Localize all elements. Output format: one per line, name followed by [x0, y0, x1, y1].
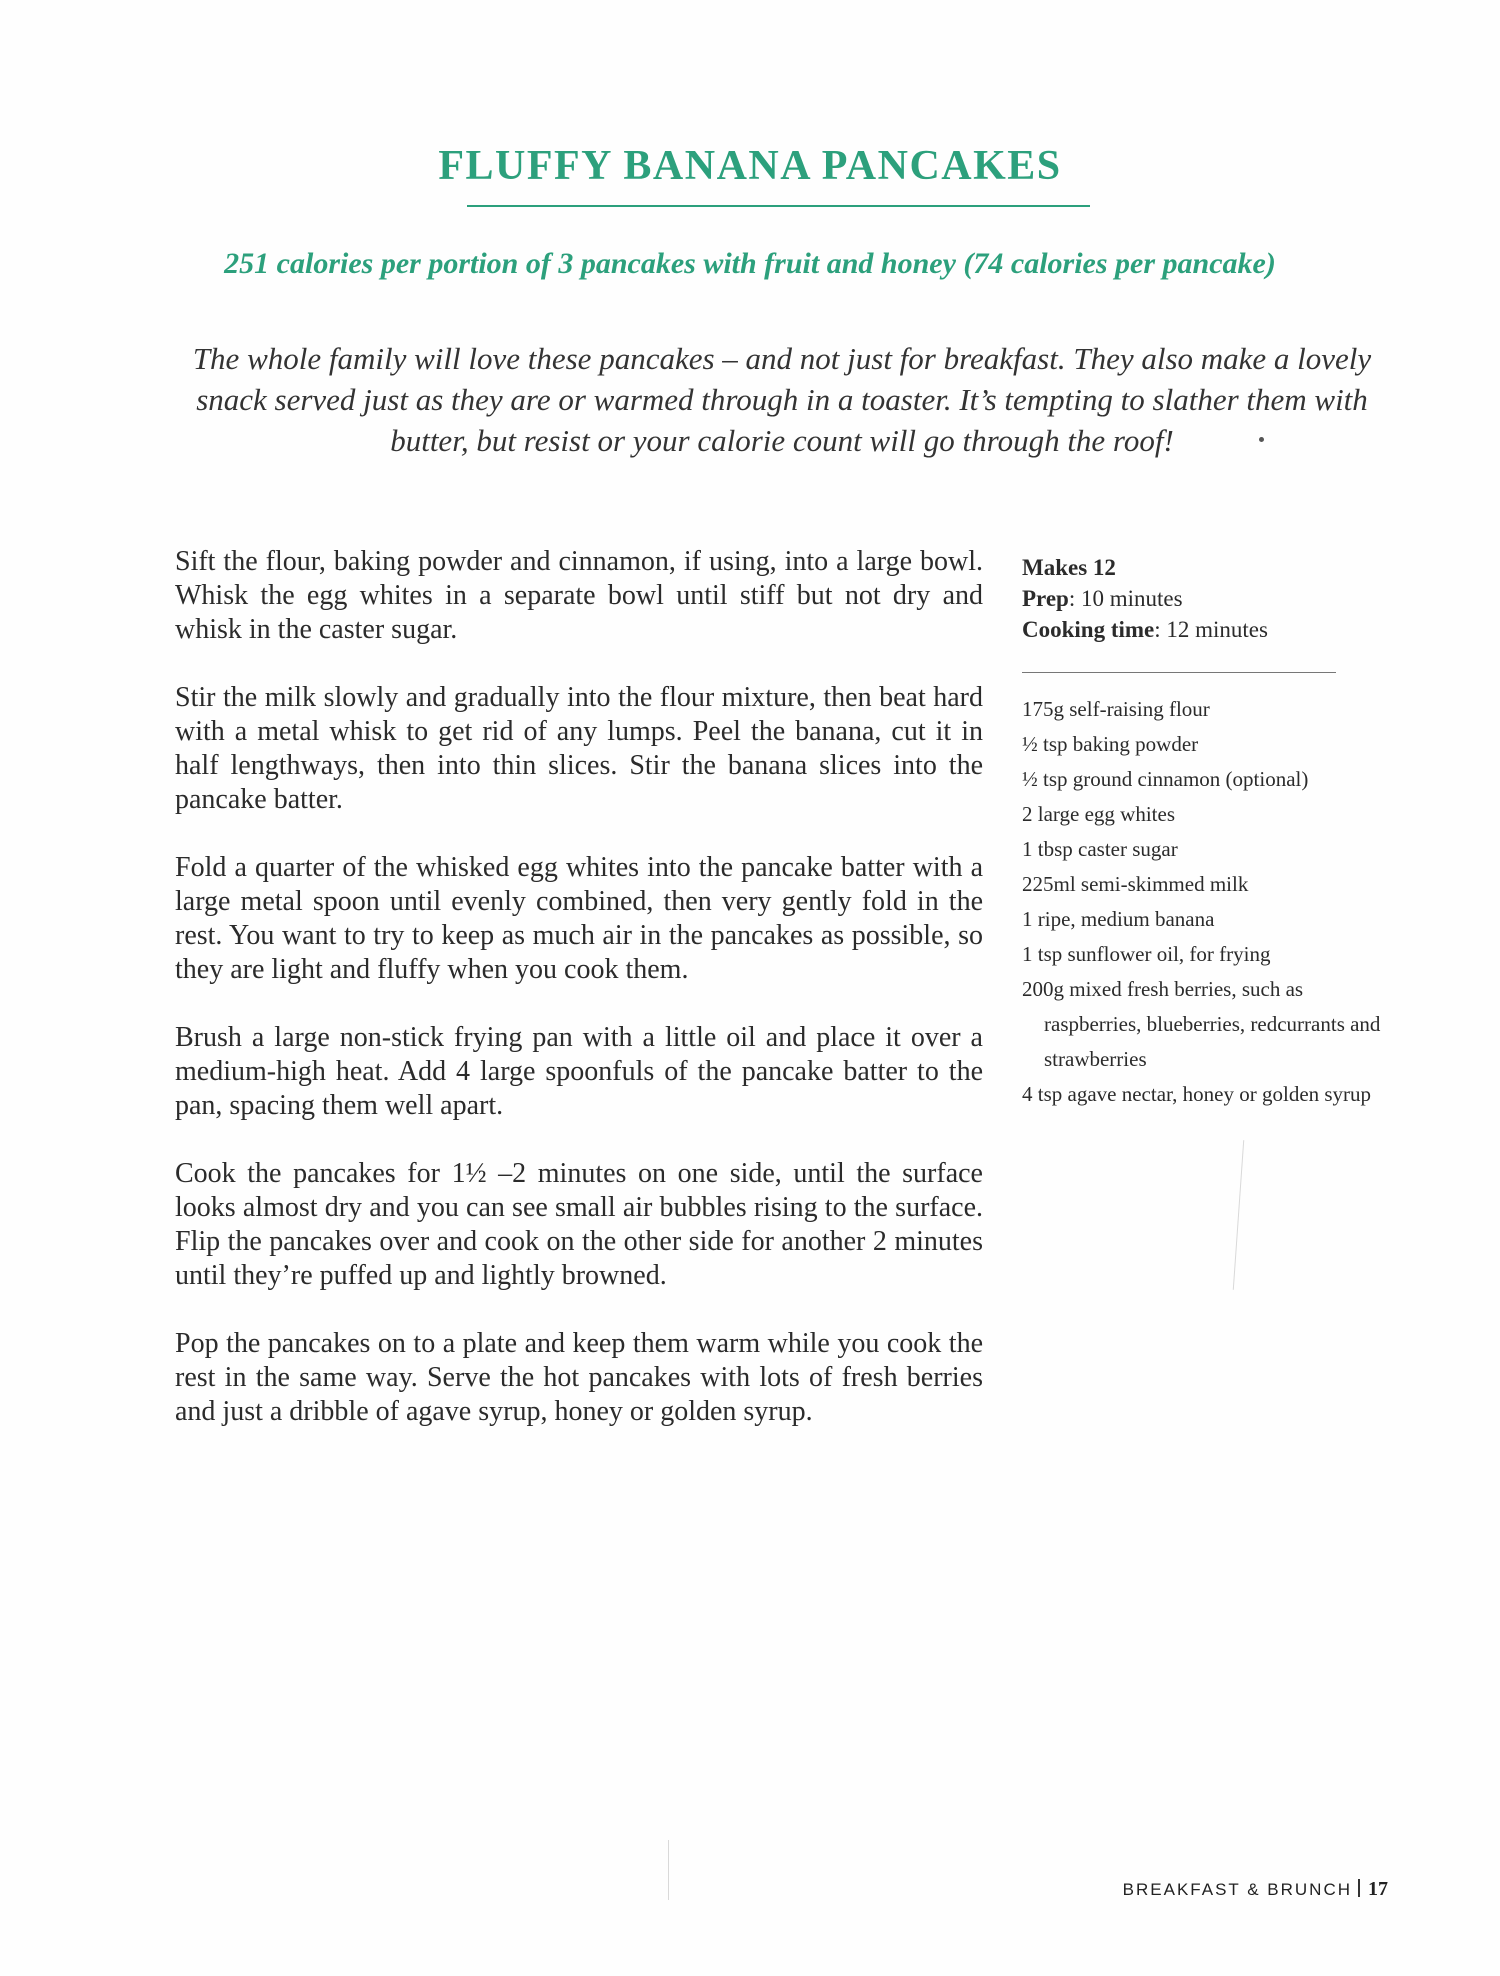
method-step: Pop the pancakes on to a plate and keep them warm while you cook the rest in the same way. Serve the hot pancakes with lots of fresh berries and just a dribble of agave syrup, honey or golden syrup.: [175, 1328, 983, 1427]
prep-time: [1022, 583, 1342, 614]
ingredient-item: ½ tsp baking powder: [1022, 732, 1199, 756]
ingredient-item: 200g mixed fresh berries, such as raspberries, blueberries, redcurrants and strawberries: [1022, 977, 1381, 1071]
recipe-meta: [1022, 552, 1342, 645]
method-steps: [175, 545, 983, 1463]
makes-count: Makes 12: [1022, 555, 1116, 580]
recipe-title: FLUFFY BANANA PANCAKES: [438, 143, 1062, 189]
ingredient-item: 175g self-raising flour: [1022, 697, 1210, 721]
cooking-value: : 12 minutes: [1154, 617, 1268, 642]
ingredient-item: 225ml semi-skimmed milk: [1022, 872, 1249, 896]
scan-artifact-line: [1233, 1140, 1244, 1290]
scan-artifact-line: [668, 1840, 669, 1900]
method-step: Sift the flour, baking powder and cinnamon, if using, into a large bowl. Whisk the egg whites in a separate bowl until stiff but not dry and whisk in the caster sugar.: [175, 546, 983, 645]
scan-speck: [1259, 437, 1264, 442]
method-step: Cook the pancakes for 1½ –2 minutes on one side, until the surface looks almost dry and you can see small air bubbles rising to the surface. Flip the pancakes over and cook on the other side for another 2 minutes until they’re puffed up and lightly browned.: [175, 1158, 983, 1291]
ingredient-item: 1 ripe, medium banana: [1022, 907, 1215, 931]
section-name: BREAKFAST & BRUNCH: [1122, 1880, 1352, 1899]
method-step: Brush a large non-stick frying pan with a little oil and place it over a medium-high heat. Add 4 large spoonfuls of the pancake batter to the pan, spacing them well apart.: [175, 1022, 983, 1121]
ingredient-item: ½ tsp ground cinnamon (optional): [1022, 767, 1309, 791]
title-underline: [467, 205, 1090, 207]
ingredient-item: 4 tsp agave nectar, honey or golden syrup: [1022, 1082, 1372, 1106]
ingredient-item: 1 tbsp caster sugar: [1022, 837, 1178, 861]
ingredient-list: [1022, 692, 1382, 1112]
method-step: Fold a quarter of the whisked egg whites into the pancake batter with a large metal spoon until evenly combined, then very gently fold in the rest. You want to try to keep as much air in the pancakes as possible, so they are light and fluffy when you cook them.: [175, 852, 983, 985]
footer-separator: [1358, 1879, 1360, 1897]
meta-divider: [1022, 672, 1336, 673]
ingredient-item: 1 tsp sunflower oil, for frying: [1022, 942, 1271, 966]
page-footer: [1123, 1878, 1388, 1901]
prep-label: Prep: [1022, 586, 1069, 611]
cooking-label: Cooking time: [1022, 617, 1155, 642]
cooking-time: [1022, 614, 1342, 645]
method-step: Stir the milk slowly and gradually into the flour mixture, then beat hard with a metal whisk to get rid of any lumps. Peel the banana, cut it in half lengthways, then into thin slices. Stir the banana slices into the pancake batter.: [175, 682, 983, 815]
recipe-intro: The whole family will love these pancakes – and not just for breakfast. They also make a lovely snack served just as they are or warmed through in a toaster. It’s tempting to slather them with butter, but resist or your calorie count will go through the roof!: [192, 341, 1372, 458]
page-number: 17: [1368, 1878, 1388, 1900]
calorie-summary: 251 calories per portion of 3 pancakes with fruit and honey (74 calories per pancake): [224, 247, 1276, 280]
prep-value: : 10 minutes: [1068, 586, 1183, 611]
ingredient-item: 2 large egg whites: [1022, 802, 1175, 826]
